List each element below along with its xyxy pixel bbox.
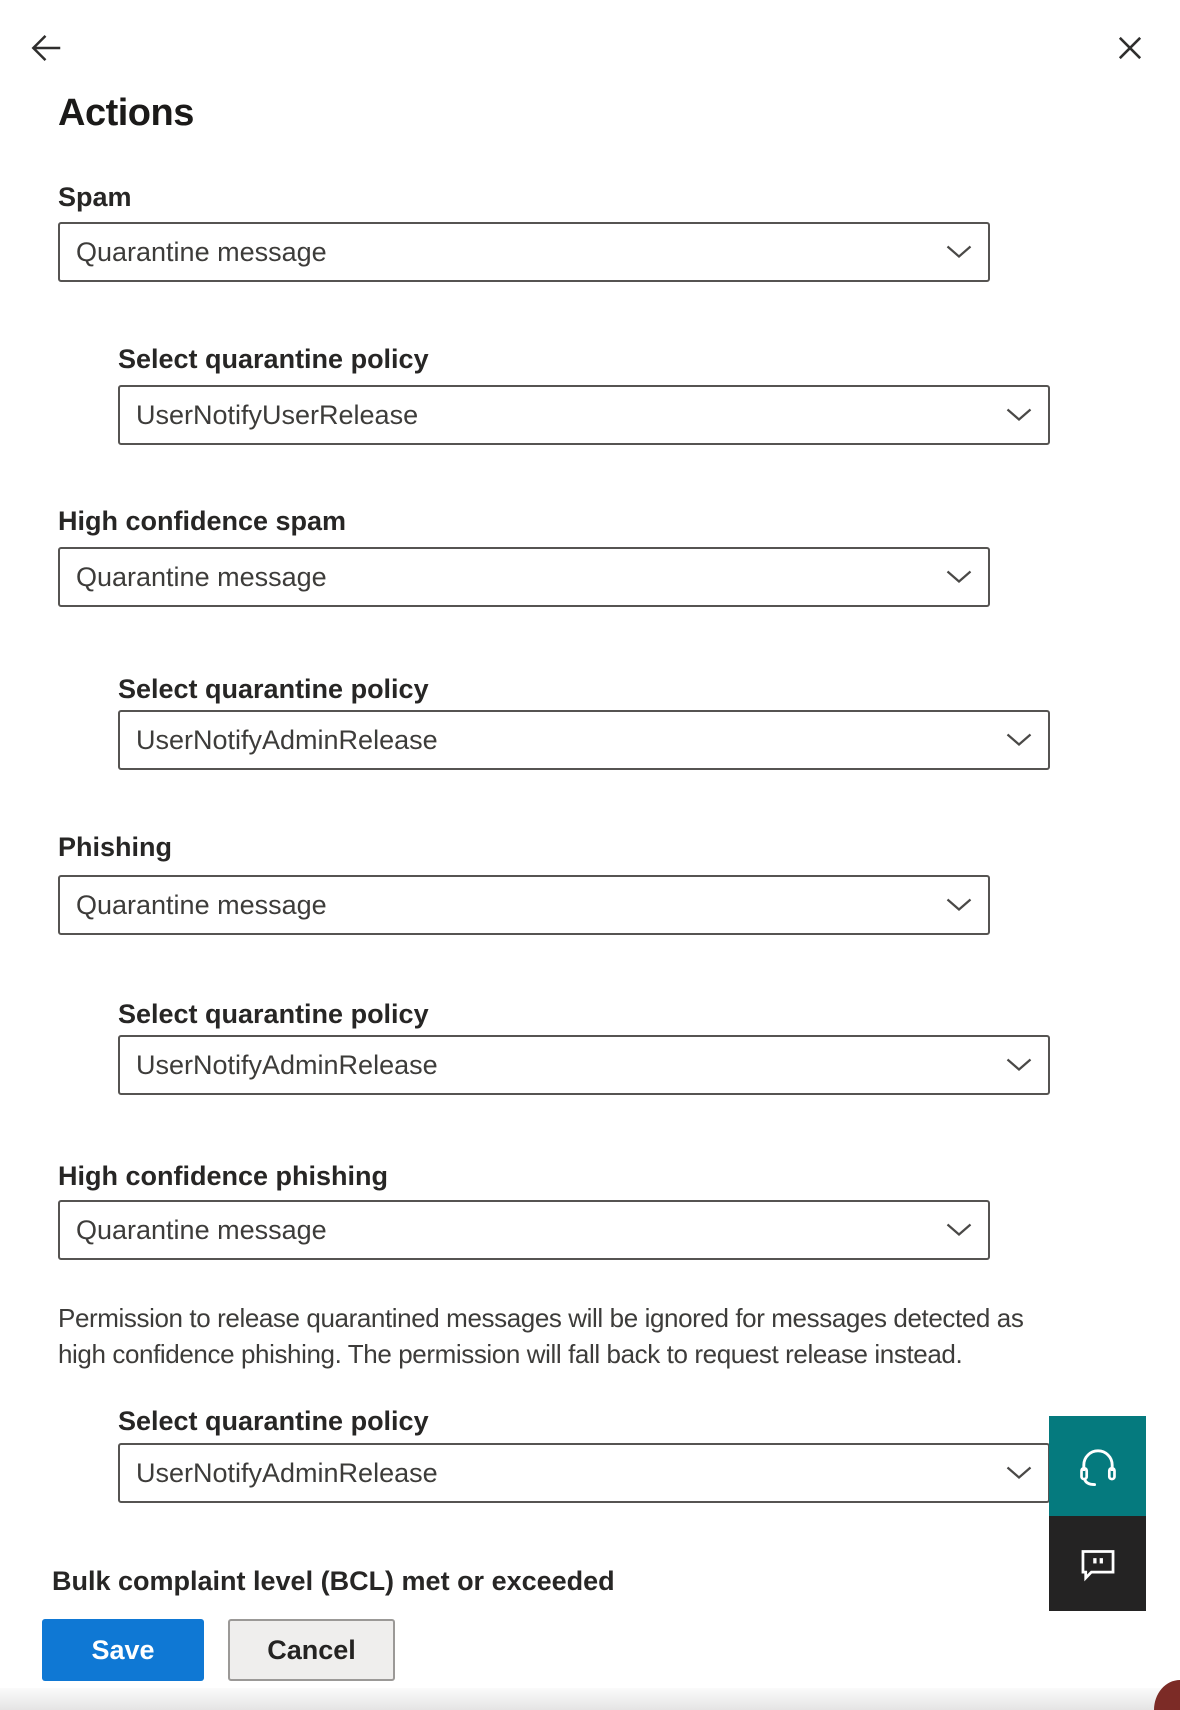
high-confidence-phishing-label: High confidence phishing	[58, 1161, 388, 1191]
high-confidence-spam-policy-label: Select quarantine policy	[118, 674, 429, 704]
phishing-policy-value: UserNotifyAdminRelease	[136, 1049, 438, 1080]
chevron-down-icon	[1006, 733, 1032, 747]
phishing-label: Phishing	[58, 832, 172, 862]
hcp-permission-note: Permission to release quarantined messages will be ignored for messages detected as high confidence phishing. The permission will fall back to request release instead.	[58, 1303, 1024, 1369]
spam-policy-label: Select quarantine policy	[118, 344, 429, 374]
chevron-down-icon	[1006, 408, 1032, 422]
close-icon	[1115, 33, 1145, 63]
arrow-left-icon	[27, 29, 65, 67]
save-button[interactable]: Save	[42, 1619, 204, 1681]
high-confidence-spam-action-value: Quarantine message	[76, 561, 327, 592]
page-title: Actions	[58, 92, 194, 134]
support-button[interactable]	[1049, 1416, 1146, 1516]
bcl-section-label-clipped	[52, 1566, 872, 1596]
close-button[interactable]	[1108, 26, 1152, 70]
page-bottom-edge	[0, 1688, 1180, 1710]
headset-icon	[1075, 1443, 1121, 1489]
spam-policy-dropdown[interactable]	[118, 385, 1050, 445]
chevron-down-icon	[946, 245, 972, 259]
spam-label: Spam	[58, 182, 132, 212]
bcl-section-label: Bulk complaint level (BCL) met or exceeded	[52, 1566, 615, 1596]
high-confidence-spam-label: High confidence spam	[58, 506, 347, 536]
phishing-action-dropdown[interactable]	[58, 875, 990, 935]
chevron-down-icon	[1006, 1466, 1032, 1480]
chat-icon	[1076, 1542, 1120, 1586]
chevron-down-icon	[946, 898, 972, 912]
high-confidence-spam-policy-dropdown[interactable]	[118, 710, 1050, 770]
high-confidence-phishing-policy-dropdown[interactable]	[118, 1443, 1050, 1503]
background-artifact	[1154, 1680, 1180, 1710]
back-button[interactable]	[24, 26, 68, 70]
high-confidence-phishing-policy-label: Select quarantine policy	[118, 1406, 429, 1436]
cancel-button[interactable]: Cancel	[228, 1619, 395, 1681]
high-confidence-spam-policy-value: UserNotifyAdminRelease	[136, 724, 438, 755]
spam-action-value: Quarantine message	[76, 236, 327, 267]
high-confidence-phishing-policy-value: UserNotifyAdminRelease	[136, 1457, 438, 1488]
spam-action-dropdown[interactable]	[58, 222, 990, 282]
high-confidence-spam-action-dropdown[interactable]	[58, 547, 990, 607]
spam-policy-value: UserNotifyUserRelease	[136, 399, 419, 430]
feedback-button[interactable]	[1049, 1516, 1146, 1611]
chevron-down-icon	[946, 570, 972, 584]
chevron-down-icon	[946, 1223, 972, 1237]
high-confidence-phishing-action-value: Quarantine message	[76, 1214, 327, 1245]
phishing-action-value: Quarantine message	[76, 889, 327, 920]
phishing-policy-dropdown[interactable]	[118, 1035, 1050, 1095]
phishing-policy-label: Select quarantine policy	[118, 999, 429, 1029]
high-confidence-phishing-action-dropdown[interactable]	[58, 1200, 990, 1260]
chevron-down-icon	[1006, 1058, 1032, 1072]
